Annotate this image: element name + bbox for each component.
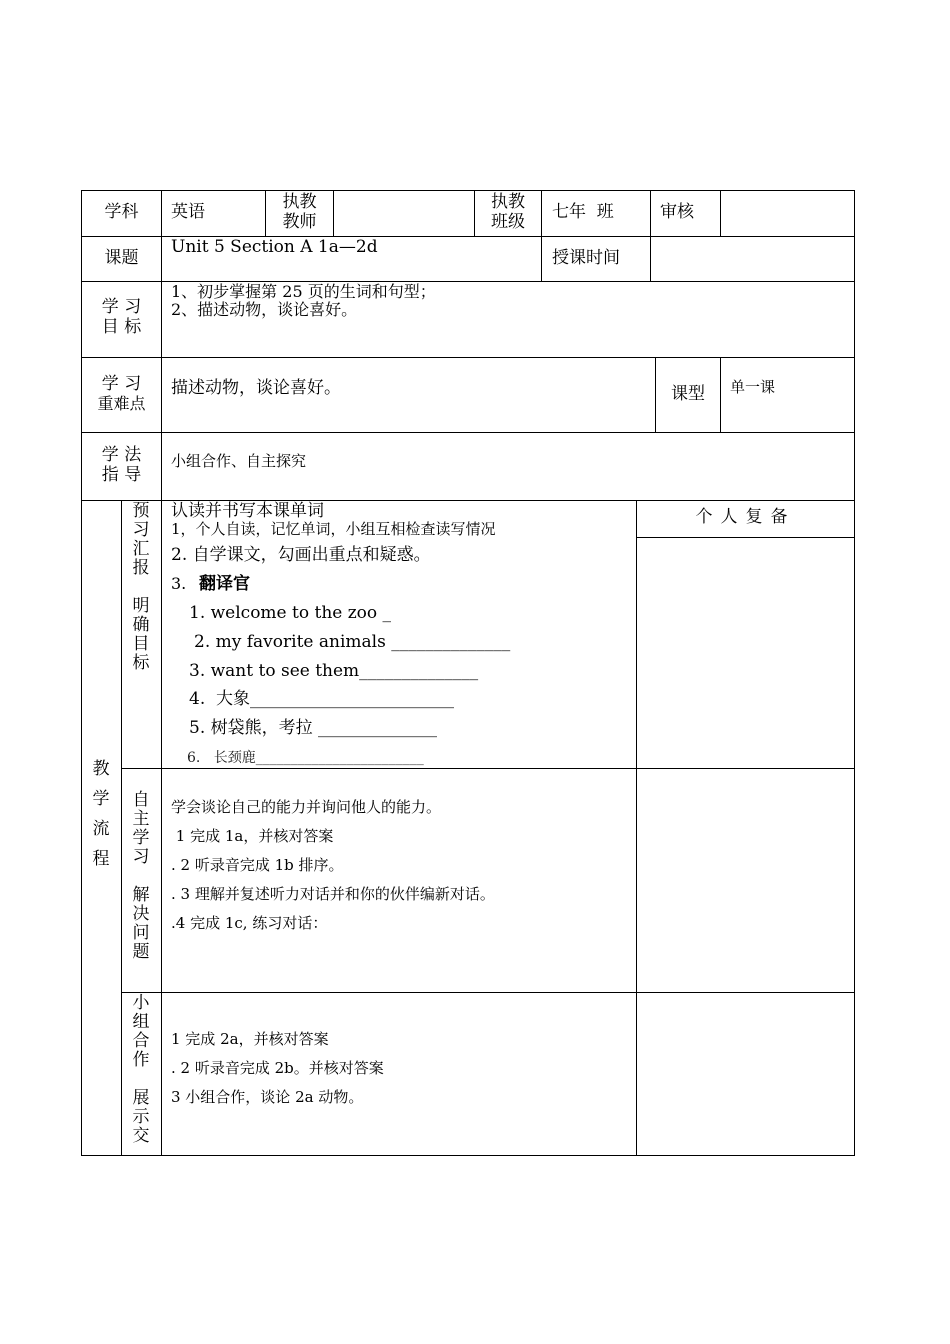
section1-title: 认读并书写本课单词	[171, 501, 324, 521]
class-value: 七年 班	[552, 202, 614, 222]
process-label	[82, 754, 120, 874]
section2-label-char: 学	[132, 828, 150, 848]
translation-item-6: 6. 长颈鹿________________________	[187, 750, 424, 766]
teacher-label-2: 教师	[282, 212, 317, 232]
section3-label-char: 组	[132, 1012, 150, 1032]
section1-label-char: 预	[132, 501, 150, 521]
section1-line2: 2. 自学课文，勾画出重点和疑惑。	[171, 545, 431, 565]
rule	[333, 190, 334, 236]
rule	[650, 190, 651, 281]
section3-label	[122, 994, 160, 1146]
class-label-1: 执教	[491, 192, 525, 212]
section2-label	[122, 791, 160, 962]
translation-item-5: 5. 树袋熊，考拉 ______________	[189, 718, 438, 738]
section3-line: 3 小组合作，谈论 2a 动物。	[171, 1088, 364, 1106]
section1-label-char: 目	[132, 634, 150, 654]
rule	[161, 190, 162, 1156]
section1-label-char: 明	[132, 596, 150, 616]
section3-label-char: 作	[132, 1050, 150, 1070]
method-label-1: 学 法	[101, 445, 142, 465]
section1-label	[122, 502, 160, 673]
section3-label-char: 交	[132, 1126, 150, 1146]
section1-label-gap	[122, 578, 160, 597]
section1-label-char: 标	[132, 653, 150, 673]
goals-label-2: 目 标	[101, 317, 142, 337]
section3-label-char: 合	[132, 1031, 150, 1051]
process-label-char: 流	[92, 819, 110, 839]
goal-item-2: 2、描述动物，谈论喜好。	[171, 300, 358, 319]
section2-line: .4 完成 1c, 练习对话：	[171, 914, 328, 932]
rule	[720, 190, 721, 236]
method-value: 小组合作、自主探究	[171, 452, 307, 470]
personal-prep-header: 个人复备	[695, 507, 796, 527]
section1-label-char: 汇	[132, 539, 150, 559]
topic-label: 课题	[104, 248, 139, 268]
rule	[854, 190, 855, 1156]
key-label-2: 重难点	[97, 394, 146, 413]
key-value: 描述动物，谈论喜好。	[171, 378, 341, 398]
process-label-char: 教	[92, 759, 110, 779]
section3-label-char: 展	[132, 1088, 150, 1108]
section1-label-char: 确	[132, 615, 150, 635]
section3-label-char: 小	[132, 993, 150, 1013]
section2-label-char: 主	[132, 809, 150, 829]
section2-line: . 3 理解并复述听力对话并和你的伙伴编新对话。	[171, 885, 495, 903]
section3-line: . 2 听录音完成 2b。并核对答案	[171, 1059, 384, 1077]
teacher-label-1: 执教	[282, 192, 317, 212]
review-label: 审核	[660, 202, 694, 222]
section2-label-gap	[122, 867, 160, 886]
rule	[636, 537, 855, 538]
process-label-char: 学	[92, 789, 110, 809]
goal-item-1: 1、初步掌握第 25 页的生词和句型；	[171, 282, 436, 301]
method-label-2: 指 导	[101, 465, 142, 485]
subject-label: 学科	[104, 202, 139, 222]
section3-label-char: 示	[132, 1107, 150, 1127]
section3-label-gap	[122, 1070, 160, 1089]
key-label-1: 学 习	[101, 374, 142, 394]
section1-line1: 1，个人自读，记忆单词，小组互相检查读写情况	[171, 520, 496, 538]
translation-item-1: 1. welcome to the zoo _	[189, 603, 392, 623]
rule	[81, 357, 855, 358]
section2-label-char: 题	[132, 942, 150, 962]
section2-label-char: 自	[132, 790, 150, 810]
rule	[81, 190, 855, 191]
topic-value: Unit 5 Section A 1a—2d	[171, 237, 378, 257]
section3-line: 1 完成 2a，并核对答案	[171, 1030, 329, 1048]
rule	[636, 500, 637, 1156]
section2-line: 学会谈论自己的能力并询问他人的能力。	[171, 798, 442, 816]
type-label: 课型	[671, 384, 705, 404]
section1-line3-num: 3.	[171, 574, 187, 593]
rule	[720, 357, 721, 432]
time-label: 授课时间	[552, 248, 620, 268]
goals-label-1: 学 习	[101, 297, 142, 317]
rule	[121, 768, 855, 769]
section1-line3-title: 翻译官	[199, 574, 250, 594]
process-label-char: 程	[92, 849, 110, 869]
section1-label-char: 报	[132, 558, 150, 578]
translation-item-4: 4. 大象________________________	[189, 689, 455, 709]
section1-label-char: 习	[132, 520, 150, 540]
rule	[541, 190, 542, 281]
type-value: 单一课	[730, 378, 776, 396]
section2-label-char: 决	[132, 904, 150, 924]
section2-label-char: 解	[132, 885, 150, 905]
section2-label-char: 习	[132, 847, 150, 867]
class-label-2: 班级	[491, 212, 525, 232]
subject-value: 英语	[171, 202, 205, 222]
section2-label-char: 问	[132, 923, 150, 943]
translation-item-2: 2. my favorite animals ______________	[194, 632, 511, 652]
translation-item-3: 3. want to see them______________	[189, 661, 479, 681]
section2-line: 1 完成 1a，并核对答案	[171, 827, 334, 845]
section2-line: . 2 听录音完成 1b 排序。	[171, 856, 344, 874]
rule	[121, 992, 855, 993]
rule	[81, 432, 855, 433]
rule	[81, 1155, 855, 1156]
